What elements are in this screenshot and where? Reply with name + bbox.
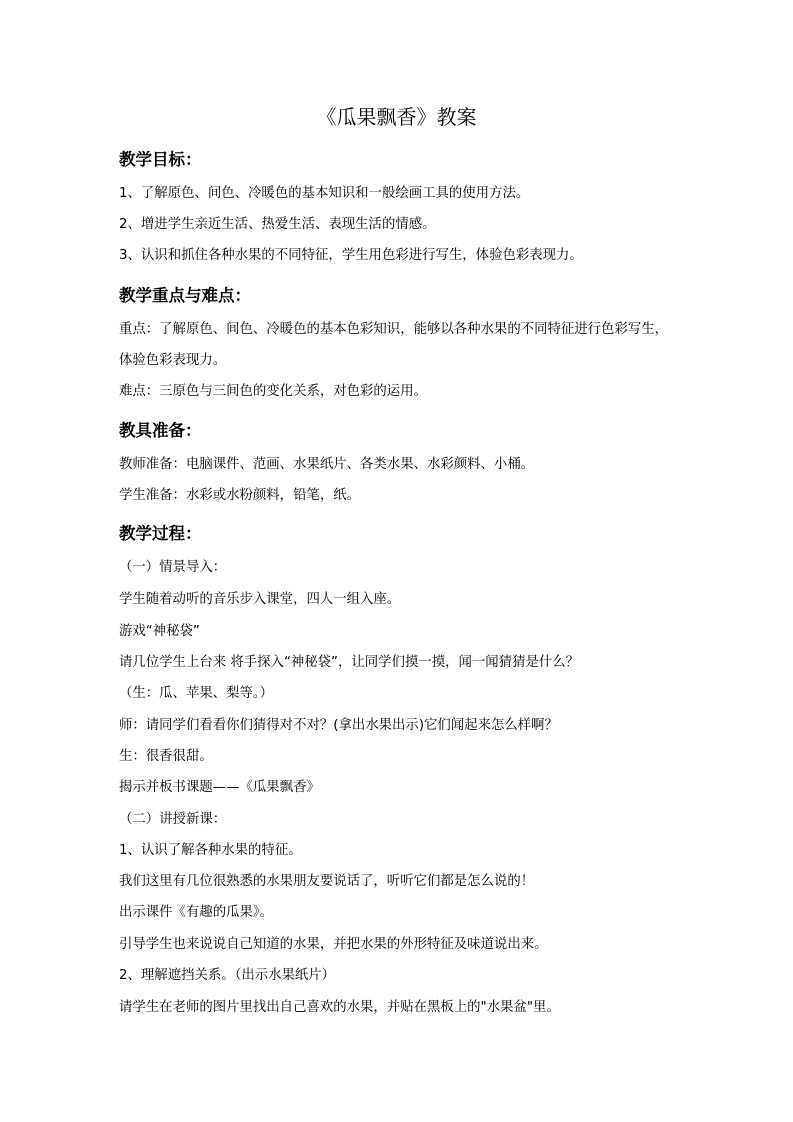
section-heading-key-points: 教学重点与难点： <box>119 286 251 305</box>
paragraph-line: 2、理解遮挡关系。（出示水果纸片） <box>119 968 336 983</box>
paragraph-line: 请学生在老师的图片里找出自己喜欢的水果，并贴在黑板上的"水果盆"里。 <box>119 1000 560 1015</box>
paragraph-line: 我们这里有几位很熟悉的水果朋友要说话了，听听它们都是怎么说的！ <box>119 874 535 889</box>
paragraph-line: （二）讲授新课： <box>119 812 227 827</box>
paragraph-line: （一）情景导入： <box>119 560 227 575</box>
document-title: 《瓜果飘香》教案 <box>316 105 477 129</box>
section-heading-teaching-goals: 教学目标： <box>119 150 202 169</box>
paragraph-line: 1、认识了解各种水果的特征。 <box>119 843 302 858</box>
paragraph-line: 3、认识和抓住各种水果的不同特征，学生用色彩进行写生，体验色彩表现力。 <box>119 248 583 263</box>
paragraph-line: （生：瓜、苹果、梨等。） <box>119 686 273 701</box>
paragraph-line: 体验色彩表现力。 <box>119 353 227 368</box>
paragraph-line: 师：请同学们看看你们猜得对不对？(拿出水果出示)它们闻起来怎么样啊？ <box>119 718 558 733</box>
section-heading-process: 教学过程： <box>119 524 202 543</box>
paragraph-line: 游戏“神秘袋” <box>119 624 200 639</box>
paragraph-line: 出示课件《有趣的瓜果》。 <box>119 905 273 920</box>
paragraph-line: 引导学生也来说说自己知道的水果，并把水果的外形特征及味道说出来。 <box>119 937 548 952</box>
paragraph-line: 2、增进学生亲近生活、热爱生活、表现生活的情感。 <box>119 217 436 232</box>
section-heading-materials: 教具准备： <box>119 421 202 440</box>
paragraph-line: 1、了解原色、间色、冷暖色的基本知识和一般绘画工具的使用方法。 <box>119 186 530 201</box>
paragraph-line: 请几位学生上台来 将手探入“神秘袋”，让同学们摸一摸，闻一闻猜猜是什么？ <box>119 655 580 670</box>
paragraph-line: 揭示并板书课题——《瓜果飘香》 <box>119 780 320 795</box>
paragraph-line: 学生随着动听的音乐步入课堂，四人一组入座。 <box>119 592 401 607</box>
paragraph-line: 学生准备：水彩或水粉颜料，铅笔，纸。 <box>119 488 361 503</box>
paragraph-line: 难点：三原色与三间色的变化关系，对色彩的运用。 <box>119 384 427 399</box>
paragraph-line: 教师准备：电脑课件、范画、水果纸片、各类水果、水彩颜料、小桶。 <box>119 457 535 472</box>
paragraph-line: 生：很香很甜。 <box>119 749 213 764</box>
paragraph-line: 重点：了解原色、间色、冷暖色的基本色彩知识，能够以各种水果的不同特征进行色彩写生， <box>119 322 669 337</box>
